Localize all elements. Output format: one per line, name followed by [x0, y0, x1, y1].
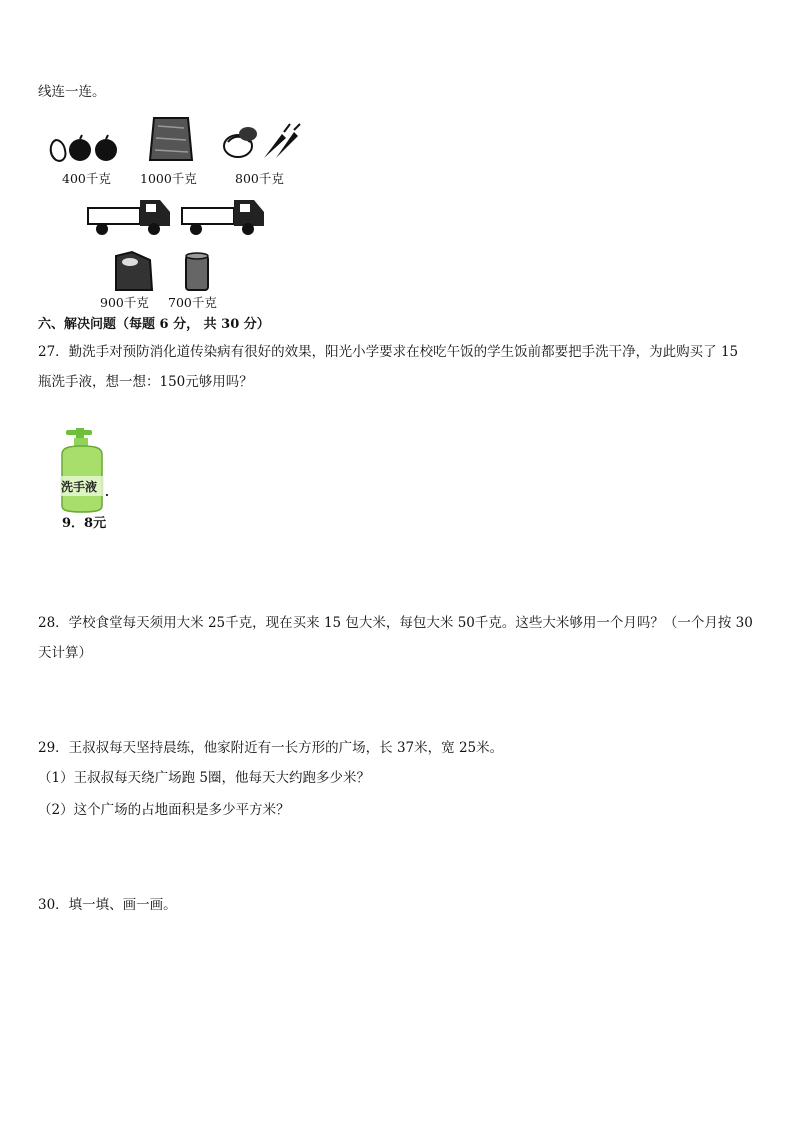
- dot-mark: [106, 494, 108, 496]
- q27-line2: 瓶洗手液，想一想：150元够用吗？: [38, 374, 253, 390]
- fruit-weight: 400千克: [62, 171, 111, 186]
- can-weight: 700千克: [168, 295, 217, 310]
- soap-bottle-icon: [56, 428, 112, 512]
- bag-icon: [110, 250, 156, 292]
- q30-line1: 30．填一填、画一画。: [38, 897, 177, 913]
- q29-sub2: （2）这个广场的占地面积是多少平方米？: [38, 802, 290, 818]
- vegetables-weight: 800千克: [235, 171, 284, 186]
- vegetables-icon: [220, 124, 302, 160]
- q27-line1: 27．勤洗手对预防消化道传染病有很好的效果，阳光小学要求在校吃午饭的学生饭前都要把手洗干净，为此购买了 15: [38, 344, 739, 360]
- soap-price: 9．8元: [62, 516, 107, 531]
- q28-line2: 天计算）: [38, 645, 92, 661]
- bag-weight: 900千克: [100, 295, 149, 310]
- section-heading: 六、解决问题（每题 6 分， 共 30 分）: [38, 317, 270, 332]
- fruit-icon: [46, 132, 121, 164]
- truck-icon: [180, 194, 270, 238]
- q29-line1: 29．王叔叔每天坚持晨练，他家附近有一长方形的广场，长 37米，宽 25米。: [38, 740, 504, 756]
- bottle-label: 洗手液: [61, 480, 98, 494]
- sack-icon: [146, 114, 196, 164]
- truck-icon: [86, 194, 176, 238]
- q28-line1: 28．学校食堂每天须用大米 25千克，现在买来 15 包大米，每包大米 50千克。这些大米够用一个月吗？（一个月按 30: [38, 615, 753, 631]
- intro-text: 线连一连。: [38, 84, 106, 100]
- sack-weight: 1000千克: [140, 171, 197, 186]
- can-icon: [184, 252, 210, 292]
- q29-sub1: （1）王叔叔每天绕广场跑 5圈，他每天大约跑多少米？: [38, 770, 370, 786]
- hand-soap-bottle: [56, 428, 112, 512]
